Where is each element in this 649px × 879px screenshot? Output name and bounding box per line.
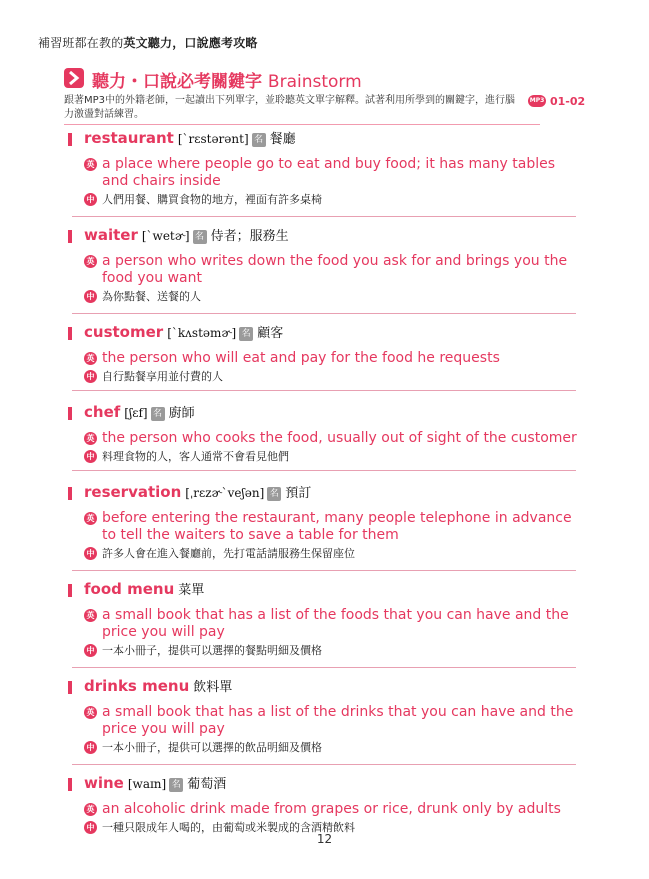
english-definition xyxy=(68,801,578,818)
definition-text: a place where people go to eat and buy food; it has many tables and chairs inside xyxy=(102,156,556,189)
english-definition xyxy=(68,350,578,367)
english-badge-icon: 英 xyxy=(84,706,97,719)
headword-group xyxy=(84,402,195,421)
chinese-badge-icon: 中 xyxy=(84,547,97,560)
english-definition xyxy=(68,704,578,738)
headword-group xyxy=(84,128,296,147)
headword-group xyxy=(84,482,311,501)
entry-marker xyxy=(68,778,72,791)
chinese-meaning: 葡萄酒 xyxy=(187,777,227,792)
translation-text: 人們用餐、購買食物的地方，裡面有許多桌椅 xyxy=(102,193,322,206)
english-badge-icon: 英 xyxy=(84,158,97,171)
chinese-translation xyxy=(68,546,578,561)
chinese-badge-icon: 中 xyxy=(84,290,97,303)
chinese-meaning: 廚師 xyxy=(168,406,195,421)
english-badge-icon: 英 xyxy=(84,512,97,525)
chinese-meaning: 侍者；服務生 xyxy=(210,229,289,244)
phonetic: [ˋrɛstərənt] xyxy=(177,132,249,146)
definition-text: the person who will eat and pay for the food he requests xyxy=(102,350,500,366)
section-title-en: Brainstorm xyxy=(267,72,362,92)
headword-line xyxy=(68,773,578,795)
headword-group xyxy=(84,579,204,598)
noun-badge: 名 xyxy=(193,230,207,244)
headword-line xyxy=(68,225,578,247)
phonetic: [ʃɛf] xyxy=(124,406,148,420)
vocab-entry xyxy=(68,128,578,207)
chinese-translation xyxy=(68,449,578,464)
chinese-badge-icon: 中 xyxy=(84,821,97,834)
entry-marker xyxy=(68,487,72,500)
phonetic: [waɪn] xyxy=(127,777,167,791)
english-definition xyxy=(68,607,578,641)
english-definition xyxy=(68,430,578,447)
vocab-entry xyxy=(68,322,578,384)
noun-badge: 名 xyxy=(169,778,183,792)
vocab-entry xyxy=(68,225,578,304)
chinese-badge-icon: 中 xyxy=(84,741,97,754)
intro-text: 跟著MP3中的外籍老師，一起讀出下列單字，並聆聽英文單字解釋。試著利用所學到的關鍵字，進行腦力激盪對話練習。 xyxy=(64,95,516,120)
headword: food menu xyxy=(84,580,175,598)
definition-text: the person who cooks the food, usually out of sight of the customer xyxy=(102,430,577,446)
headword-group xyxy=(84,676,232,695)
phonetic: [ˋkʌstəmɚ] xyxy=(167,326,237,340)
running-head xyxy=(38,34,258,51)
vocab-entry xyxy=(68,402,578,464)
chinese-translation xyxy=(68,192,578,207)
entry-divider xyxy=(72,570,576,571)
translation-text: 一種只限成年人喝的，由葡萄或米製成的含酒精飲料 xyxy=(102,821,355,834)
intro-divider xyxy=(64,124,540,125)
definition-text: a small book that has a list of the drinks that you can have and the price you will pay xyxy=(102,704,574,737)
translation-text: 一本小冊子，提供可以選擇的餐點明細及價格 xyxy=(102,644,322,657)
translation-text: 為你點餐、送餐的人 xyxy=(102,290,201,303)
chinese-meaning: 飲料單 xyxy=(193,680,233,695)
section-header xyxy=(64,66,604,92)
english-badge-icon: 英 xyxy=(84,609,97,622)
definition-text: an alcoholic drink made from grapes or rice, drunk only by adults xyxy=(102,801,561,817)
entry-marker xyxy=(68,327,72,340)
entry-divider xyxy=(72,667,576,668)
vocab-entry xyxy=(68,676,578,755)
headword-line xyxy=(68,402,578,424)
chinese-translation xyxy=(68,289,578,304)
vocab-entry xyxy=(68,579,578,658)
noun-badge: 名 xyxy=(252,133,266,147)
entry-marker xyxy=(68,407,72,420)
running-head-bold: 英文聽力，口說應考攻略 xyxy=(123,36,258,50)
headword-group xyxy=(84,225,289,244)
headword-line xyxy=(68,128,578,150)
entry-divider xyxy=(72,313,576,314)
track-number: 01-02 xyxy=(550,94,586,108)
translation-text: 一本小冊子，提供可以選擇的飲品明細及價格 xyxy=(102,741,322,754)
headword: chef xyxy=(84,403,121,421)
english-badge-icon: 英 xyxy=(84,255,97,268)
phonetic: [ˌrɛzɚˋveʃən] xyxy=(185,486,265,500)
translation-text: 許多人會在進入餐廳前，先打電話請服務生保留座位 xyxy=(102,547,355,560)
chinese-translation xyxy=(68,369,578,384)
section-title-zh: 聽力・口說必考關鍵字 xyxy=(92,72,268,92)
headword-line xyxy=(68,482,578,504)
english-badge-icon: 英 xyxy=(84,803,97,816)
entry-marker xyxy=(68,584,72,597)
headword: drinks menu xyxy=(84,677,190,695)
entry-divider xyxy=(72,764,576,765)
entry-divider xyxy=(72,470,576,471)
headword: waiter xyxy=(84,226,138,244)
english-definition xyxy=(68,253,578,287)
audio-track[interactable] xyxy=(528,94,585,108)
running-head-prefix: 補習班都在教的 xyxy=(38,36,124,50)
headword: restaurant xyxy=(84,129,174,147)
chinese-badge-icon: 中 xyxy=(84,644,97,657)
definition-text: a person who writes down the food you ask for and brings you the food you want xyxy=(102,253,568,286)
chinese-meaning: 菜單 xyxy=(178,583,205,598)
section-title xyxy=(92,67,362,92)
phonetic: [ˋwetɚ] xyxy=(141,229,190,243)
english-definition xyxy=(68,510,578,544)
chinese-badge-icon: 中 xyxy=(84,370,97,383)
headword-line xyxy=(68,322,578,344)
headword-line xyxy=(68,676,578,698)
entry-marker xyxy=(68,230,72,243)
headword-group xyxy=(84,322,283,341)
entry-divider xyxy=(72,390,576,391)
noun-badge: 名 xyxy=(239,327,253,341)
english-badge-icon: 英 xyxy=(84,432,97,445)
chinese-meaning: 預訂 xyxy=(285,486,312,501)
chinese-meaning: 顧客 xyxy=(257,326,284,341)
chinese-badge-icon: 中 xyxy=(84,450,97,463)
vocab-entry xyxy=(68,773,578,835)
entry-divider xyxy=(72,216,576,217)
english-definition xyxy=(68,156,578,190)
page-number: 12 xyxy=(316,832,333,846)
chevron-right-icon xyxy=(64,68,84,88)
headword: wine xyxy=(84,774,124,792)
noun-badge: 名 xyxy=(267,487,281,501)
translation-text: 自行點餐享用並付費的人 xyxy=(102,370,223,383)
noun-badge: 名 xyxy=(151,407,165,421)
definition-text: a small book that has a list of the foods that you can have and the price you will pay xyxy=(102,607,569,640)
definition-text: before entering the restaurant, many people telephone in advance to tell the waiters to save a table for them xyxy=(102,510,572,543)
headword-line xyxy=(68,579,578,601)
translation-text: 料理食物的人，客人通常不會看見他們 xyxy=(102,450,289,463)
chinese-meaning: 餐廳 xyxy=(269,132,296,147)
headword-group xyxy=(84,773,226,792)
headword: customer xyxy=(84,323,164,341)
chinese-badge-icon: 中 xyxy=(84,193,97,206)
chinese-translation xyxy=(68,740,578,755)
entry-marker xyxy=(68,133,72,146)
english-badge-icon: 英 xyxy=(84,352,97,365)
chinese-translation xyxy=(68,643,578,658)
mp3-disc-icon: MP3 xyxy=(528,95,546,107)
vocab-entry xyxy=(68,482,578,561)
headword: reservation xyxy=(84,483,182,501)
entry-marker xyxy=(68,681,72,694)
